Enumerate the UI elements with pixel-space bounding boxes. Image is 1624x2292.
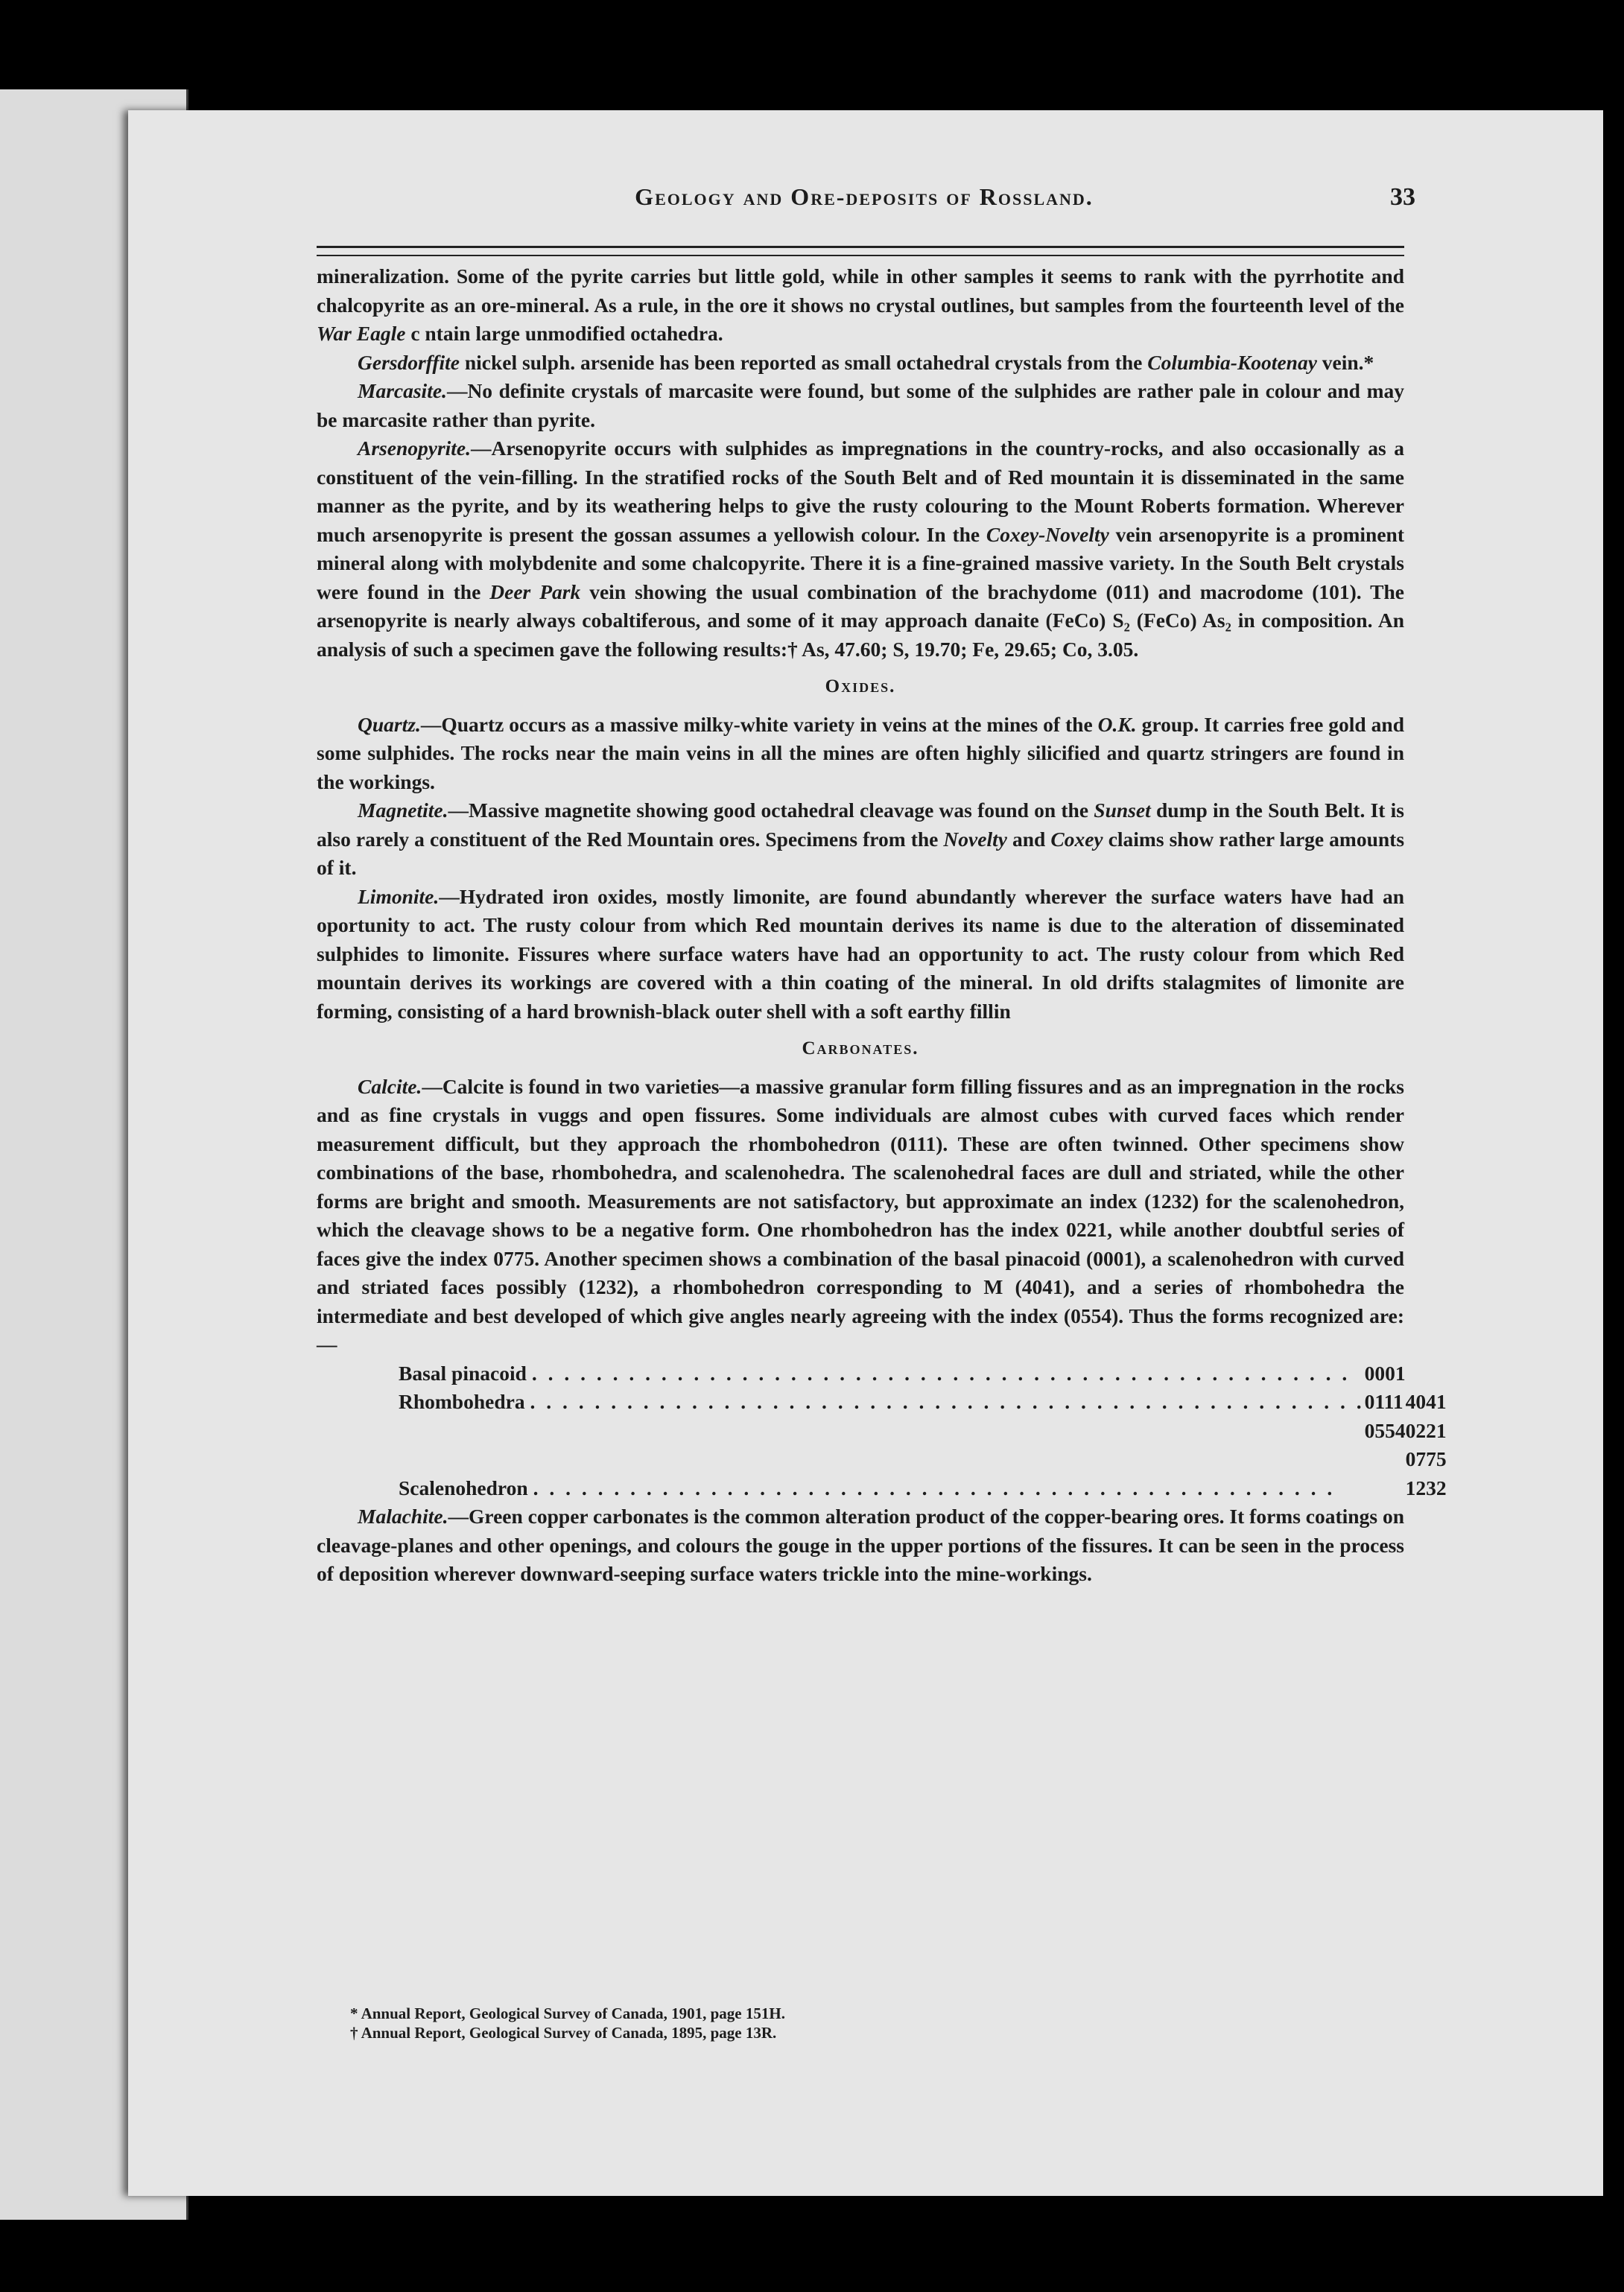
paragraph-malachite: Malachite.—Green copper carbonates is the common alteration product of the copper-bearing ores. It forms coatings on cleavage-planes and other openings, and colours the gouge in the upper portions of the fissures. It can be seen in the process of deposition wherever downward-seeping surface waters trickle into the mine-workings. xyxy=(317,1505,1404,1585)
footnotes xyxy=(350,2004,1319,2042)
section-heading-carbonates: Carbonates. xyxy=(802,1038,919,1058)
paragraph-marcasite: Marcasite.—No definite crystals of marcasite were found, but some of the sulphides are rather pale in colour and may be marcasite rather than pyrite. xyxy=(317,379,1404,431)
page-number: 33 xyxy=(1390,183,1415,211)
mineral-name: Marcasite. xyxy=(358,379,447,402)
table-row: Scalenohedron . . . . . . . . . . . . . . . . . . . . . . . . . . . . . . . . . . . . . . . . . . . . . . . . . . 1232 xyxy=(399,1476,1447,1499)
paragraph-pyrite: mineralization. Some of the pyrite carries but little gold, while in other samples it seems to rank with the pyrrhotite and chalcopyrite as an ore-mineral. As a rule, in the ore it shows no crystal outlines, but samples from the fourteenth level of the War Eagle c ntain large unmodified octahedra. xyxy=(317,264,1404,345)
running-title: Geology and Ore-deposits of Rossland. xyxy=(635,183,1094,210)
mineral-name: Quartz. xyxy=(358,712,421,736)
paragraph-magnetite: Magnetite.—Massive magnetite showing good octahedral cleavage was found on the Sunset dump in the South Belt. It is also rarely a constituent of the Red Mountain ores. Specimens from the Novelty and Coxey claims show rather large amounts of it. xyxy=(317,799,1405,879)
crystal-forms-table xyxy=(399,1359,1447,1503)
mineral-name: Malachite. xyxy=(358,1505,448,1528)
mine-name: Coxey xyxy=(1050,827,1103,851)
mine-name: Deer Park xyxy=(489,580,581,603)
paragraph-limonite: Limonite.—Hydrated iron oxides, mostly limonite, are found abundantly wherever the surface waters have had an oportunity to act. The rusty colour from which Red mountain derives its name is due to the alteration of disseminated sulphides to limonite. Fissures where surface waters have had an opportunity to act. The rusty colour from which Red mountain derives its workings are covered with a thin coating of the mineral. In old drifts stalagmites of limonite are forming, consisting of a hard brownish-black outer shell with a soft earthy fillin xyxy=(317,884,1404,1023)
paragraph-quartz: Quartz.—Quartz occurs as a massive milky-white variety in veins at the mines of the O.K. group. It carries free gold and some sulphides. The rocks near the main veins in all the mines are often highly silicified and quartz stringers are found in the workings. xyxy=(317,712,1404,793)
table-row: Rhombohedra . . . . . . . . . . . . . . . . . . . . . . . . . . . . . . . . . . . . . . . . . . . . . . . . . . . . 0111 4041 xyxy=(399,1390,1447,1413)
paragraph-calcite: Calcite.—Calcite is found in two varieties—a massive granular form filling fissures and as an impregnation in the rocks and as fine crystals in vuggs and open fissures. Some individuals are almost cubes with curved faces which render measurement difficult, but they approach the rhombohedron (0111). These are often twinned. Other specimens show combinations of the base, rhombohedra, and scalenohedra. The scalenohedral faces are dull and striated, while the other forms are bright and smooth. Measurements are not satisfactory, but approximate an index (1232) for the scalenohedron, which the cleavage shows to be a negative form. One rhombohedron has the index 0221, while another doubtful series of faces give the index 0775. Another specimen shows a combination of the basal pinacoid (0001), a scalenohedron with curved and striated faces possibly (1232), a rhombohedron corresponding to M (4041), and a series of rhombohedra the intermediate and best developed of which give angles nearly agreeing with the index (0554). Thus the forms recognized are:— xyxy=(317,1074,1404,1356)
mine-name: Sunset xyxy=(1094,799,1151,822)
mineral-name: Gersdorffite xyxy=(358,350,460,374)
mineral-name: Arsenopyrite. xyxy=(358,437,472,460)
leader-dots: . . . . . . . . . . . . . . . . . . . . . . . . . . . . . . . . . . . . . . . . . . . . . . . . . . . . xyxy=(530,1390,1365,1413)
mineral-name: Limonite. xyxy=(358,884,440,908)
header-rule-double xyxy=(317,255,1404,256)
mine-name: Columbia-Kootenay xyxy=(1147,350,1317,374)
footnote: † Annual Report, Geological Survey of Canada, 1895, page 13R. xyxy=(350,2024,777,2042)
mine-name: O.K. xyxy=(1097,712,1137,736)
mine-name: War Eagle xyxy=(317,322,406,345)
mine-name: Novelty xyxy=(943,827,1007,851)
table-row: 0775 xyxy=(1405,1447,1447,1470)
mineral-name: Magnetite. xyxy=(358,799,448,822)
section-heading-oxides: Oxides. xyxy=(825,676,896,696)
mineral-name: Calcite. xyxy=(358,1074,422,1098)
leader-dots: . . . . . . . . . . . . . . . . . . . . . . . . . . . . . . . . . . . . . . . . . . . . . . . . . . . xyxy=(531,1361,1351,1385)
paragraph-arsenopyrite: Arsenopyrite.—Arsenopyrite occurs with sulphides as impregnations in the country-rocks, and also occasionally as a constituent of the vein-filling. In the stratified rocks of the South Belt and of Red mountain it is disseminated in the same manner as the pyrite, and by its weathering helps to give the rusty colouring to the Mount Roberts formation. Wherever much arsenopyrite is present the gossan assumes a yellowish colour. In the Coxey-Novelty vein arsenopyrite is a prominent mineral along with molybdenite and some chalcopyrite. There it is a fine-grained massive variety. In the South Belt crystals were found in the Deer Park vein showing the usual combination of the brachydome (011) and macrodome (101). The arsenopyrite is nearly always cobaltiferous, and some of it may approach danaite (FeCo) S₂ (FeCo) As₂ in composition. An analysis of such a specimen gave the following results:† As, 47.60; S, 19.70; Fe, 29.65; Co, 3.05. xyxy=(317,437,1405,661)
page-body xyxy=(317,262,1447,1589)
table-row: Basal pinacoid . . . . . . . . . . . . . . . . . . . . . . . . . . . . . . . . . . . . . . . . . . . . . . . . . . . 0001 xyxy=(399,1361,1406,1385)
table-row: 0554 0221 xyxy=(1364,1418,1447,1442)
mine-name: Coxey-Novelty xyxy=(986,522,1109,546)
page-header xyxy=(313,183,1415,228)
header-rule xyxy=(317,246,1404,248)
footnote: * Annual Report, Geological Survey of Canada, 1901, page 151H. xyxy=(350,2004,785,2022)
paragraph-gersdorffite: Gersdorffite nickel sulph. arsenide has been reported as small octahedral crystals from the Columbia-Kootenay vein.* xyxy=(358,350,1374,374)
leader-dots: . . . . . . . . . . . . . . . . . . . . . . . . . . . . . . . . . . . . . . . . . . . . . . . . . . xyxy=(533,1476,1336,1499)
